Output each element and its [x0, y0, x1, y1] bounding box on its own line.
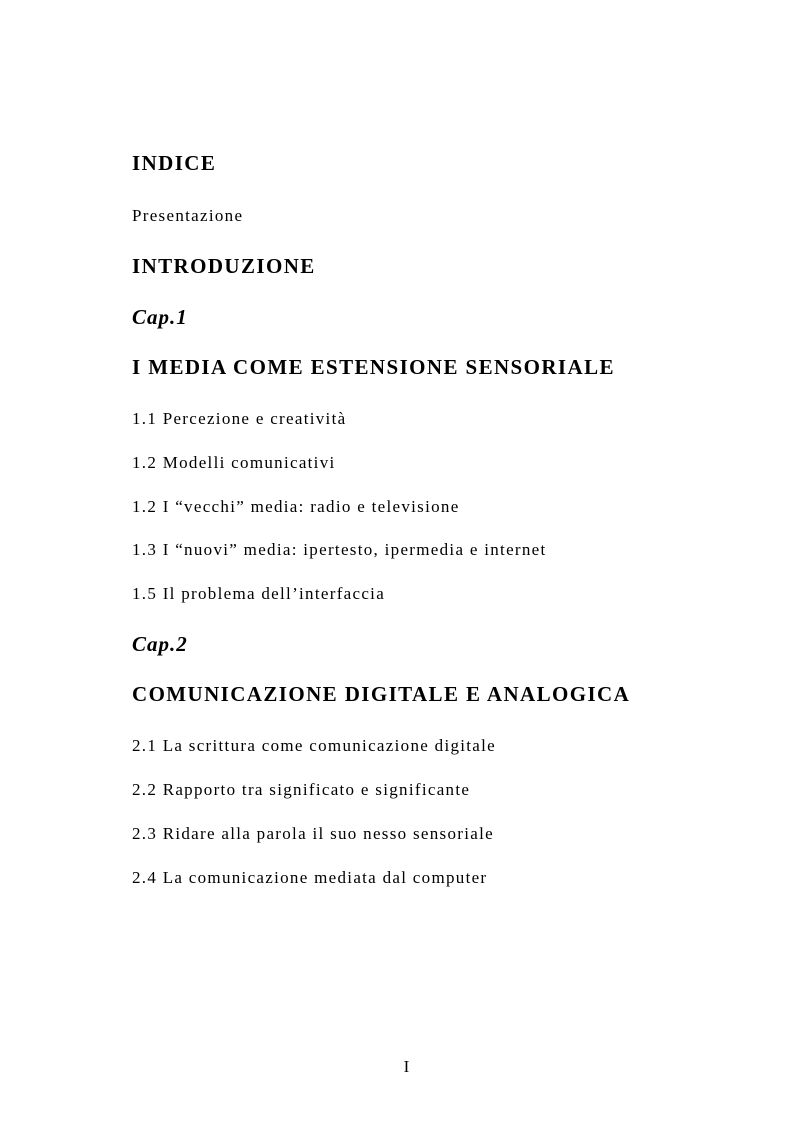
- chapter-1-label: Cap.1: [132, 305, 188, 329]
- toc-entry-2-4: 2.4 La comunicazione mediata dal computer: [132, 868, 488, 887]
- page-number: I: [403, 1057, 410, 1076]
- toc-entry-1-1: 1.1 Percezione e creatività: [132, 409, 347, 428]
- toc-entry-2-2: 2.2 Rapporto tra significato e significante: [132, 780, 471, 799]
- toc-entry-1-2b: 1.2 I “vecchi” media: radio e televisione: [132, 497, 460, 516]
- toc-entry-1-3: 1.3 I “nuovi” media: ipertesto, ipermedia e internet: [132, 540, 547, 559]
- chapter-2-title: COMUNICAZIONE DIGITALE E ANALOGICA: [132, 682, 631, 706]
- toc-entry-2-3: 2.3 Ridare alla parola il suo nesso sensoriale: [132, 824, 494, 843]
- toc-entry-1-2: 1.2 Modelli comunicativi: [132, 453, 336, 472]
- toc-entry-2-1: 2.1 La scrittura come comunicazione digitale: [132, 736, 497, 755]
- introduction-heading: INTRODUZIONE: [132, 254, 316, 278]
- toc-entry-1-5: 1.5 Il problema dell’interfaccia: [132, 584, 386, 603]
- chapter-2-label: Cap.2: [132, 632, 188, 656]
- chapter-1-title: I MEDIA COME ESTENSIONE SENSORIALE: [132, 355, 615, 379]
- presentation-entry: Presentazione: [132, 206, 244, 225]
- index-heading: INDICE: [132, 151, 217, 175]
